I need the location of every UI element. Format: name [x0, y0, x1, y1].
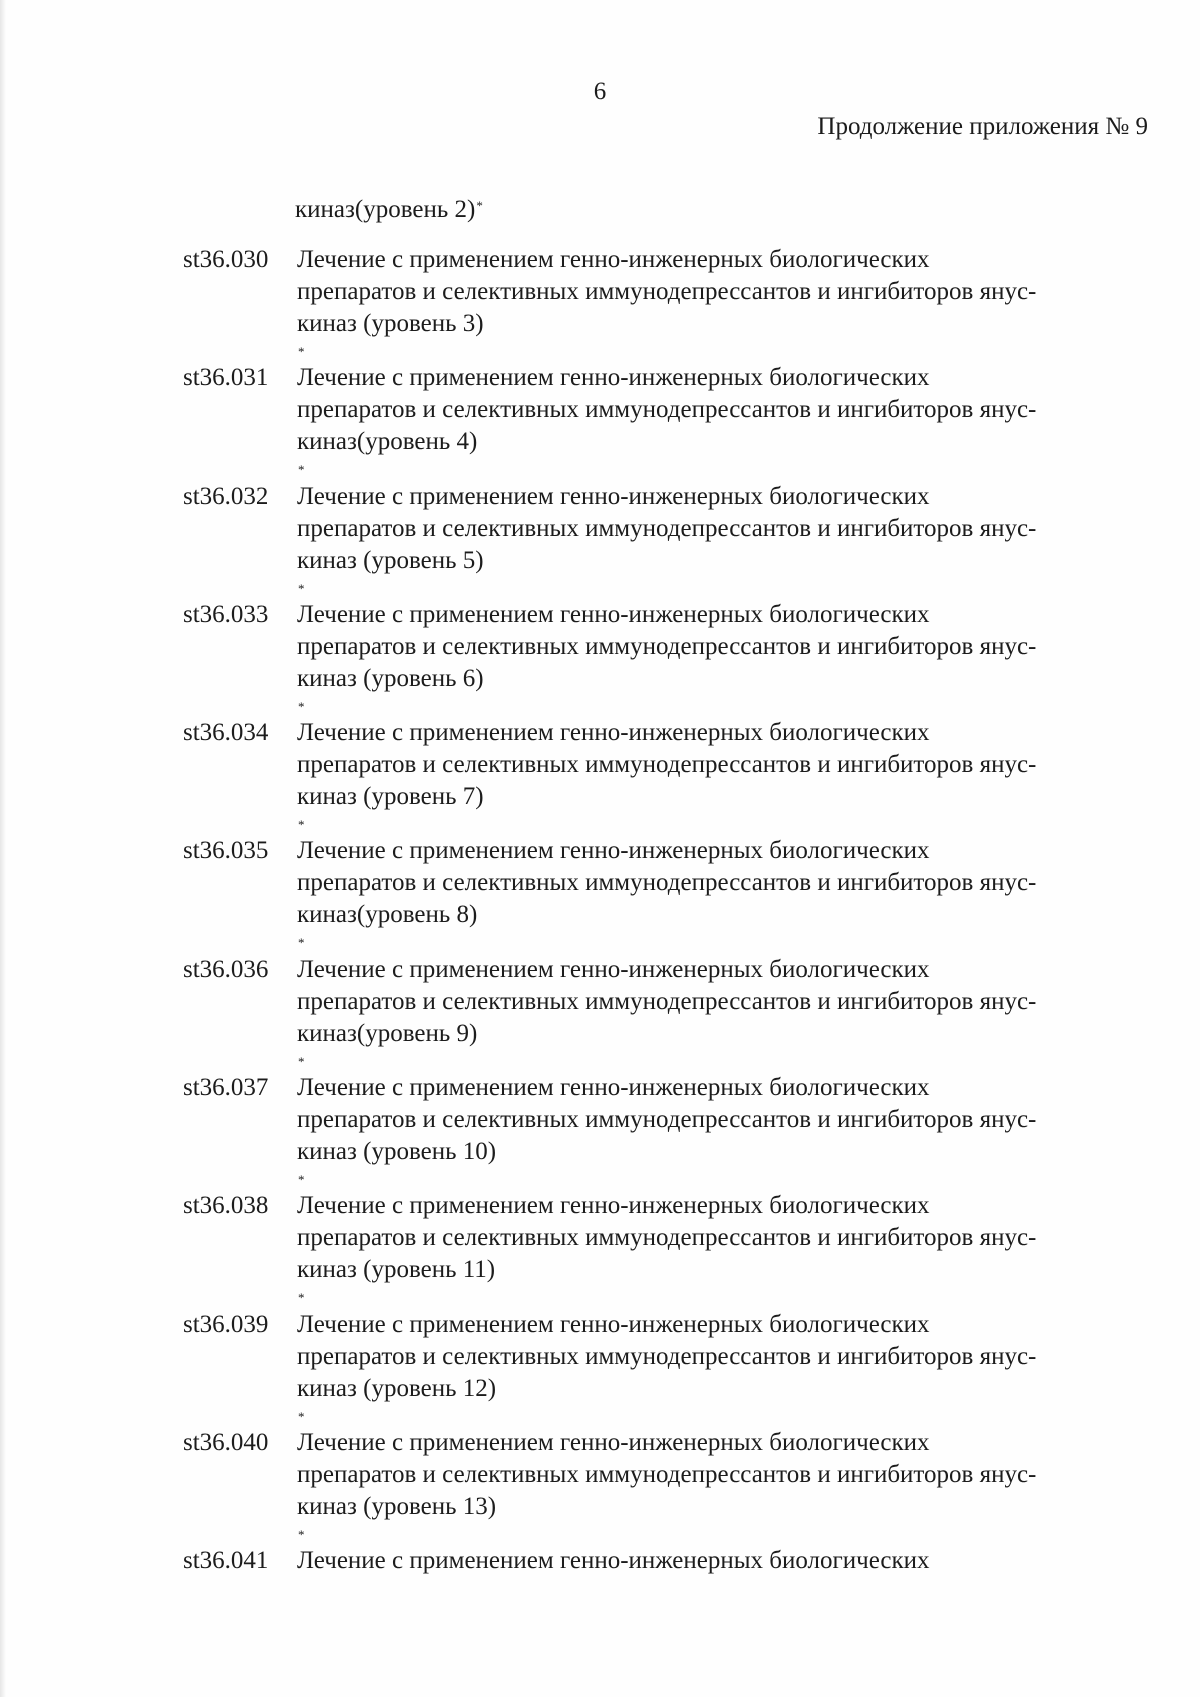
entry-description — [297, 362, 1153, 490]
entries-list — [183, 244, 1153, 1664]
entry-line — [297, 899, 1153, 963]
entry-code: st36.035 — [183, 837, 269, 865]
entry-line: Лечение с применением генно-инженерных биологических — [297, 719, 930, 747]
entry-line: Лечение с применением генно-инженерных биологических — [297, 955, 930, 983]
entry-line: препаратов и селективных иммунодепрессантов и ингибиторов янус- — [297, 1106, 1037, 1134]
entry-row — [183, 1072, 1153, 1190]
footnote-mark: * — [298, 1053, 305, 1069]
entry-row — [183, 1427, 1153, 1545]
entry-description — [297, 717, 1153, 845]
entry-row — [183, 599, 1153, 717]
entry-line-text: киназ(уровень 4) — [297, 428, 478, 456]
entry-line — [297, 1136, 1153, 1200]
entry-line-text: киназ(уровень 9) — [297, 1019, 478, 1047]
entry-row — [183, 1190, 1153, 1308]
entry-description — [297, 1427, 1153, 1555]
scan-edge — [0, 0, 6, 1697]
entry-code: st36.037 — [183, 1074, 269, 1102]
entry-line: препаратов и селективных иммунодепрессантов и ингибиторов янус- — [297, 514, 1037, 542]
entry-row — [183, 244, 1153, 362]
entry-code: st36.032 — [183, 482, 269, 510]
entry-line — [297, 781, 1153, 845]
entry-description — [297, 244, 1153, 372]
entry-code: st36.036 — [183, 955, 269, 983]
footnote-mark: * — [298, 580, 305, 596]
entry-code: st36.031 — [183, 364, 269, 392]
entry-line: Лечение с применением генно-инженерных биологических — [297, 482, 930, 510]
continuation-header: Продолжение приложения № 9 — [817, 113, 1148, 140]
footnote-mark: * — [298, 1172, 305, 1188]
page-number: 6 — [593, 78, 607, 105]
footnote-mark: * — [298, 1526, 305, 1542]
entry-line: Лечение с применением генно-инженерных биологических — [297, 1547, 930, 1575]
lead-text: киназ(уровень 2) — [295, 196, 476, 223]
entry-row — [183, 362, 1153, 480]
entry-line: Лечение с применением генно-инженерных биологических — [297, 1310, 930, 1338]
footnote-mark: * — [298, 817, 305, 833]
entry-code: st36.030 — [183, 246, 269, 273]
footnote-mark: * — [298, 935, 305, 951]
entry-description — [297, 481, 1153, 609]
entry-line-text: киназ (уровень 5) — [297, 546, 484, 574]
entry-description — [297, 1190, 1153, 1318]
entry-line: препаратов и селективных иммунодепрессантов и ингибиторов янус- — [297, 396, 1037, 424]
entry-row — [183, 1545, 1153, 1663]
entry-line: препаратов и селективных иммунодепрессантов и ингибиторов янус- — [297, 632, 1037, 660]
footnote-mark: * — [298, 344, 305, 359]
entry-line-text: киназ (уровень 6) — [297, 664, 484, 692]
footnote-mark: * — [298, 1290, 305, 1306]
lead-line — [295, 194, 483, 226]
entry-line: Лечение с применением генно-инженерных биологических — [297, 1192, 930, 1220]
entry-line: препаратов и селективных иммунодепрессантов и ингибиторов янус- — [297, 869, 1037, 897]
footnote-mark: * — [298, 1408, 305, 1424]
entry-line: препаратов и селективных иммунодепрессантов и ингибиторов янус- — [297, 1224, 1037, 1252]
entry-line: препаратов и селективных иммунодепрессантов и ингибиторов янус- — [297, 278, 1037, 305]
entry-description — [297, 1072, 1153, 1200]
entry-line: препаратов и селективных иммунодепрессантов и ингибиторов янус- — [297, 1460, 1037, 1488]
entry-code: st36.040 — [183, 1428, 269, 1456]
entry-line — [297, 1254, 1153, 1318]
entry-line-text: киназ (уровень 10) — [297, 1138, 497, 1166]
entry-description — [297, 599, 1153, 727]
entry-row — [183, 1309, 1153, 1427]
footnote-mark: * — [298, 462, 305, 478]
entry-line — [297, 1018, 1153, 1082]
entry-row — [183, 481, 1153, 599]
entry-line-text: киназ(уровень 8) — [297, 901, 478, 929]
entry-line — [297, 663, 1153, 727]
entry-line: Лечение с применением генно-инженерных биологических — [297, 246, 930, 273]
entry-row — [183, 835, 1153, 953]
entry-row — [183, 717, 1153, 835]
entry-line — [297, 426, 1153, 490]
entry-line — [297, 1491, 1153, 1555]
entry-line-text: киназ (уровень 7) — [297, 783, 484, 811]
entry-line: препаратов и селективных иммунодепрессантов и ингибиторов янус- — [297, 751, 1037, 779]
entry-code: st36.039 — [183, 1310, 269, 1338]
entry-line — [297, 308, 1153, 372]
entry-code: st36.038 — [183, 1192, 269, 1220]
entry-line: Лечение с применением генно-инженерных биологических — [297, 837, 930, 865]
entry-description — [297, 1309, 1153, 1437]
entry-line: Лечение с применением генно-инженерных биологических — [297, 364, 930, 392]
entry-line-text: киназ (уровень 11) — [297, 1256, 496, 1284]
footnote-mark: * — [298, 698, 305, 714]
entry-code: st36.033 — [183, 600, 269, 628]
entry-line: препаратов и селективных иммунодепрессантов и ингибиторов янус- — [297, 1342, 1037, 1370]
entry-code: st36.041 — [183, 1547, 269, 1575]
entry-line-text: киназ (уровень 13) — [297, 1492, 497, 1520]
entry-line: Лечение с применением генно-инженерных биологических — [297, 1428, 930, 1456]
entry-line — [297, 1373, 1153, 1437]
entry-line — [297, 545, 1153, 609]
entry-description — [297, 954, 1153, 1082]
entry-line: Лечение с применением генно-инженерных биологических — [297, 600, 930, 628]
entry-line: Лечение с применением генно-инженерных биологических — [297, 1074, 930, 1102]
entry-row — [183, 954, 1153, 1072]
entry-line: препаратов и селективных иммунодепрессантов и ингибиторов янус- — [297, 987, 1037, 1015]
entry-description — [297, 835, 1153, 963]
footnote-mark: * — [476, 198, 483, 213]
entry-code: st36.034 — [183, 719, 269, 747]
entry-line-text: киназ (уровень 12) — [297, 1374, 497, 1402]
entry-line-text: киназ (уровень 3) — [297, 310, 484, 337]
